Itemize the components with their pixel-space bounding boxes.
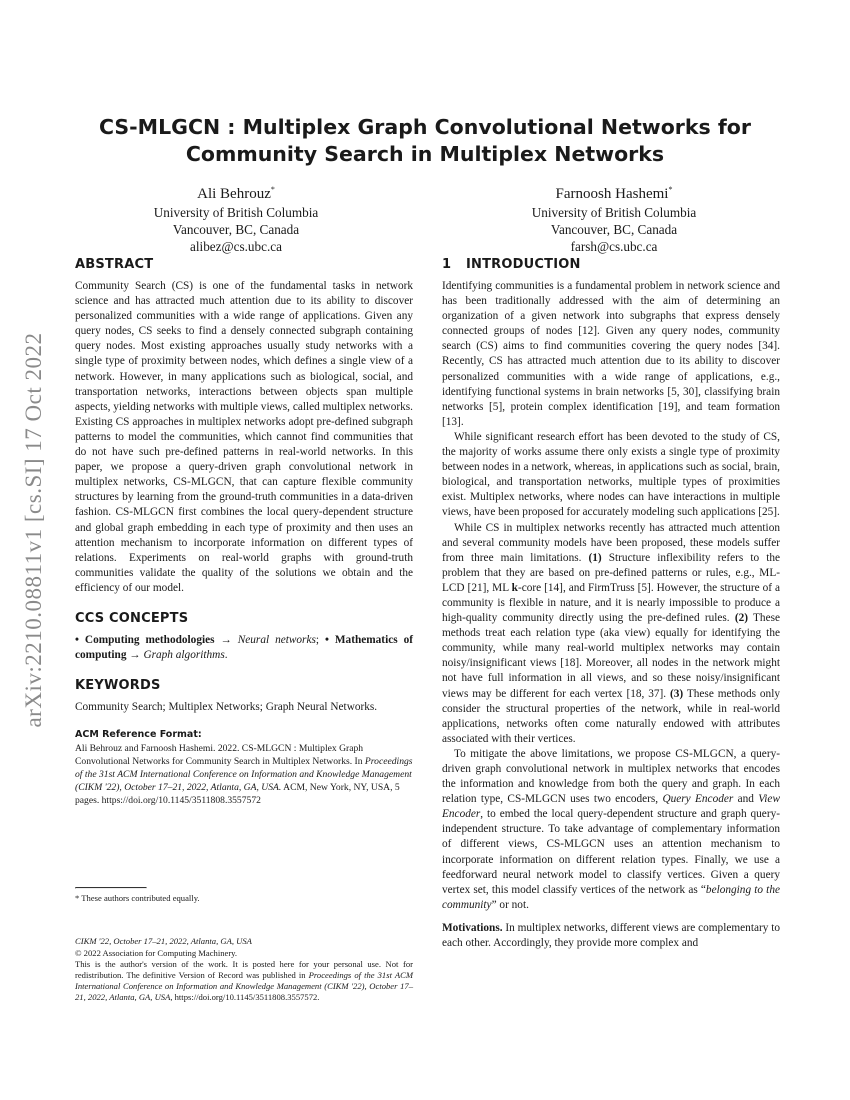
introduction-heading	[442, 256, 780, 274]
arxiv-identifier-text: arXiv:2210.08811v1 [cs.SI] 17 Oct 2022	[21, 332, 46, 728]
author-location: Vancouver, BC, Canada	[172, 222, 300, 237]
acm-reference-text	[75, 742, 413, 807]
acm-reference-proceedings: Proceedings of the 31st ACM International Conference on Information and Knowledge Management (CIKM '22), October 17–21, 2022, Atlanta, GA, USA.	[75, 756, 413, 794]
acm-reference-part: Ali Behrouz and Farnoosh Hashemi. 2022. CS-MLGCN : Multiplex Graph Convolutional Networks for Community Search in Multiplex Networks. In	[75, 743, 365, 768]
ccs-arrow: →	[214, 633, 238, 646]
text-run: To mitigate the above limitations, we propose CS-MLGCN, a query-driven graph convolutional network in multiplex networks that encodes the information and knowledge from both the query and graph. In each relation type, CS-MLGCN uses two encoders,	[442, 747, 780, 806]
limitation-marker-1: (1)	[588, 551, 602, 564]
ccs-term-1: • Computing methodologies	[75, 633, 215, 646]
text-run: , to embed the local query-dependent structure and graph query-independent structure. To take advantage of complementary information of different views, CS-MLGCN uses an attention mechanism to incorporate information on different relation types. Finally, we use a feedforward neural network model to classify vertices. Given a query vertex set, this model classify vertices of the network as “	[442, 808, 780, 896]
left-column	[75, 256, 413, 1004]
query-encoder-term: Query Encoder	[662, 793, 734, 806]
intro-paragraph-4	[442, 747, 780, 913]
author-email: farsh@cs.ubc.ca	[570, 239, 658, 254]
ccs-term-2: • Mathematics of computing	[75, 633, 413, 662]
text-run: and	[733, 793, 759, 806]
section-title: INTRODUCTION	[466, 257, 581, 272]
ccs-subterm-1: Neural networks	[237, 633, 316, 646]
ccs-heading: CCS CONCEPTS	[75, 610, 189, 626]
copyright-doi: , https://doi.org/10.1145/3511808.3557572.	[170, 992, 320, 1003]
intro-paragraph-1: Identifying communities is a fundamental problem in network science and has been traditionally addressed with the aim of determining an organization of a given network into subgraphs that express densely connected groups of nodes [12]. Given any query nodes, community search (CS) aims to find communities covering the query nodes [34]. Recently, CS has attracted much attention due to its ability to discover personalized communities with a wide range of applications, e.g., identifying functional systems in brain networks [5, 30], classifying brain networks [5], protein complex identification [19], and team formation [13].	[442, 280, 780, 428]
author-equal-contribution-mark: *	[668, 185, 673, 194]
copyright-venue-text: CIKM '22, October 17–21, 2022, Atlanta, GA, USA	[75, 936, 252, 947]
abstract-heading: ABSTRACT	[75, 257, 154, 272]
motivations-label: Motivations.	[442, 921, 503, 934]
text-run: In multiplex networks, different views are complementary to each other. Accordingly, they provide more complex and	[442, 921, 780, 950]
author-block-2	[464, 180, 764, 255]
copyright-venue	[75, 936, 413, 947]
copyright-notice	[75, 959, 413, 1004]
ccs-subterm-2: Graph algorithms	[143, 649, 225, 662]
author-name-line	[86, 180, 386, 204]
ccs-end: .	[224, 649, 228, 662]
author-affiliation: University of British Columbia	[531, 205, 697, 220]
copyright-rights: © 2022 Association for Computing Machinery.	[75, 947, 238, 958]
paper-title: CS-MLGCN : Multiplex Graph Convolutional Networks for Community Search in Multiplex Networks	[98, 115, 752, 166]
text-run: ” or not.	[491, 898, 529, 911]
ccs-concepts-text	[75, 633, 413, 663]
keywords-text: Community Search; Multiplex Networks; Graph Neural Networks.	[75, 701, 378, 714]
text-run: These methods only consider the structural properties of the network, while in real-world applications, networks often come naturally endowed with attributes associated with their vertices.	[442, 687, 780, 745]
keywords-heading: KEYWORDS	[75, 678, 161, 694]
text-run: While CS in multiplex networks recently has attracted much attention and several community models have been proposed, these models suffer from three main limitations.	[442, 521, 780, 564]
author-location: Vancouver, BC, Canada	[550, 222, 678, 237]
intro-paragraph-3	[442, 521, 780, 747]
copyright-proceedings: Proceedings of the 31st ACM International Conference on Information and Knowledge Management (CIKM '22), October 17–21, 2022, Atlanta, GA, USA	[75, 970, 413, 1003]
acm-reference-doi: ACM, New York, NY, USA, 5 pages. https://doi.org/10.1145/3511808.3557572	[75, 782, 400, 807]
author-equal-contribution-mark: *	[270, 185, 275, 194]
limitation-marker-3: (3)	[670, 687, 684, 700]
right-column	[442, 256, 780, 951]
copyright-notice-part: This is the author's version of the work. It is posted here for your personal use. Not for redistribution. The definitive Version of Record was published in	[75, 958, 413, 981]
author-name-line	[464, 180, 764, 204]
arxiv-identifier-stamp	[14, 310, 54, 750]
author-affiliation: University of British Columbia	[153, 205, 319, 220]
acm-reference-heading: ACM Reference Format:	[75, 729, 202, 741]
k-core-symbol: k	[511, 581, 518, 594]
limitation-marker-2: (2)	[734, 612, 749, 625]
abstract-text: Community Search (CS) is one of the fundamental tasks in network science and has attracted much attention due to its ability to discover personalized communities with a wide range of applications. Given any query nodes, CS seeks to find a densely connected subgraph containing query nodes. Most existing approaches usually study networks with a single type of proximity between nodes, which defines a single view of a network. However, in many applications such as biological, social, and transportation networks, interactions between objects span multiple aspects, yielding networks with multiple views, called multiplex networks. Existing CS approaches in multiplex networks adopt pre-defined subgraph patterns to model the communities, which cannot find communities that do not have such pre-defined patterns in real-world networks. In this paper, we propose a query-driven graph convolutional network in multiplex networks, CS-MLGCN, that can capture flexible community structures by learning from the ground-truth communities in a data-driven fashion. CS-MLGCN first combines the local query-dependent structure and global graph embedding in each type of proximity and then uses an attention mechanism to incorporate information on different types of relations. Experiments on real-world graphs with ground-truth communities validate the quality of the solutions we obtain and the efficiency of our model.	[75, 280, 413, 594]
footnote-rule	[75, 887, 147, 889]
motivations-paragraph	[442, 921, 780, 951]
author-name: Farnoosh Hashemi	[555, 186, 669, 202]
text-run: -core [14], and FirmTruss [5]. However, the structure of a community is flexible in nature, and it is nearly impossible to produce a high-quality community directly using the pre-defined rules.	[442, 581, 780, 625]
author-name: Ali Behrouz	[197, 186, 271, 202]
footnote-text: * These authors contributed equally.	[75, 893, 200, 904]
author-email: alibez@cs.ubc.ca	[190, 239, 282, 254]
section-number: 1	[442, 257, 452, 272]
view-encoder-term: View Encoder	[442, 793, 780, 821]
text-run: These methods treat each relation type (aka view) equally for identifying the community, while many real-world multiplex networks may contain noisy/insignificant views [18]. Moreover, all nodes in the network might not have full information in all views, and so these noisy/insignificant views may be different for each vertex [18, 37].	[442, 612, 780, 700]
author-block-1	[86, 180, 386, 255]
community-membership-term: belonging to the community	[442, 883, 780, 911]
ccs-arrow: →	[126, 649, 144, 662]
intro-paragraph-2: While significant research effort has been devoted to the study of CS, the majority of works assume there only exists a single type of proximity between nodes in a network, whereas, in applications such as social, brain, biological, and transportation networks, multiple types of proximities exist. Multiplex networks, where nodes can have interactions in multiple views, have been proposed for accurately modeling such applications [25].	[442, 430, 780, 519]
text-run: Structure inflexibility refers to the problem that they are based on pre-defined patterns or rules, e.g., ML-LCD [21], ML	[442, 551, 781, 594]
ccs-separator: ;	[315, 633, 325, 646]
